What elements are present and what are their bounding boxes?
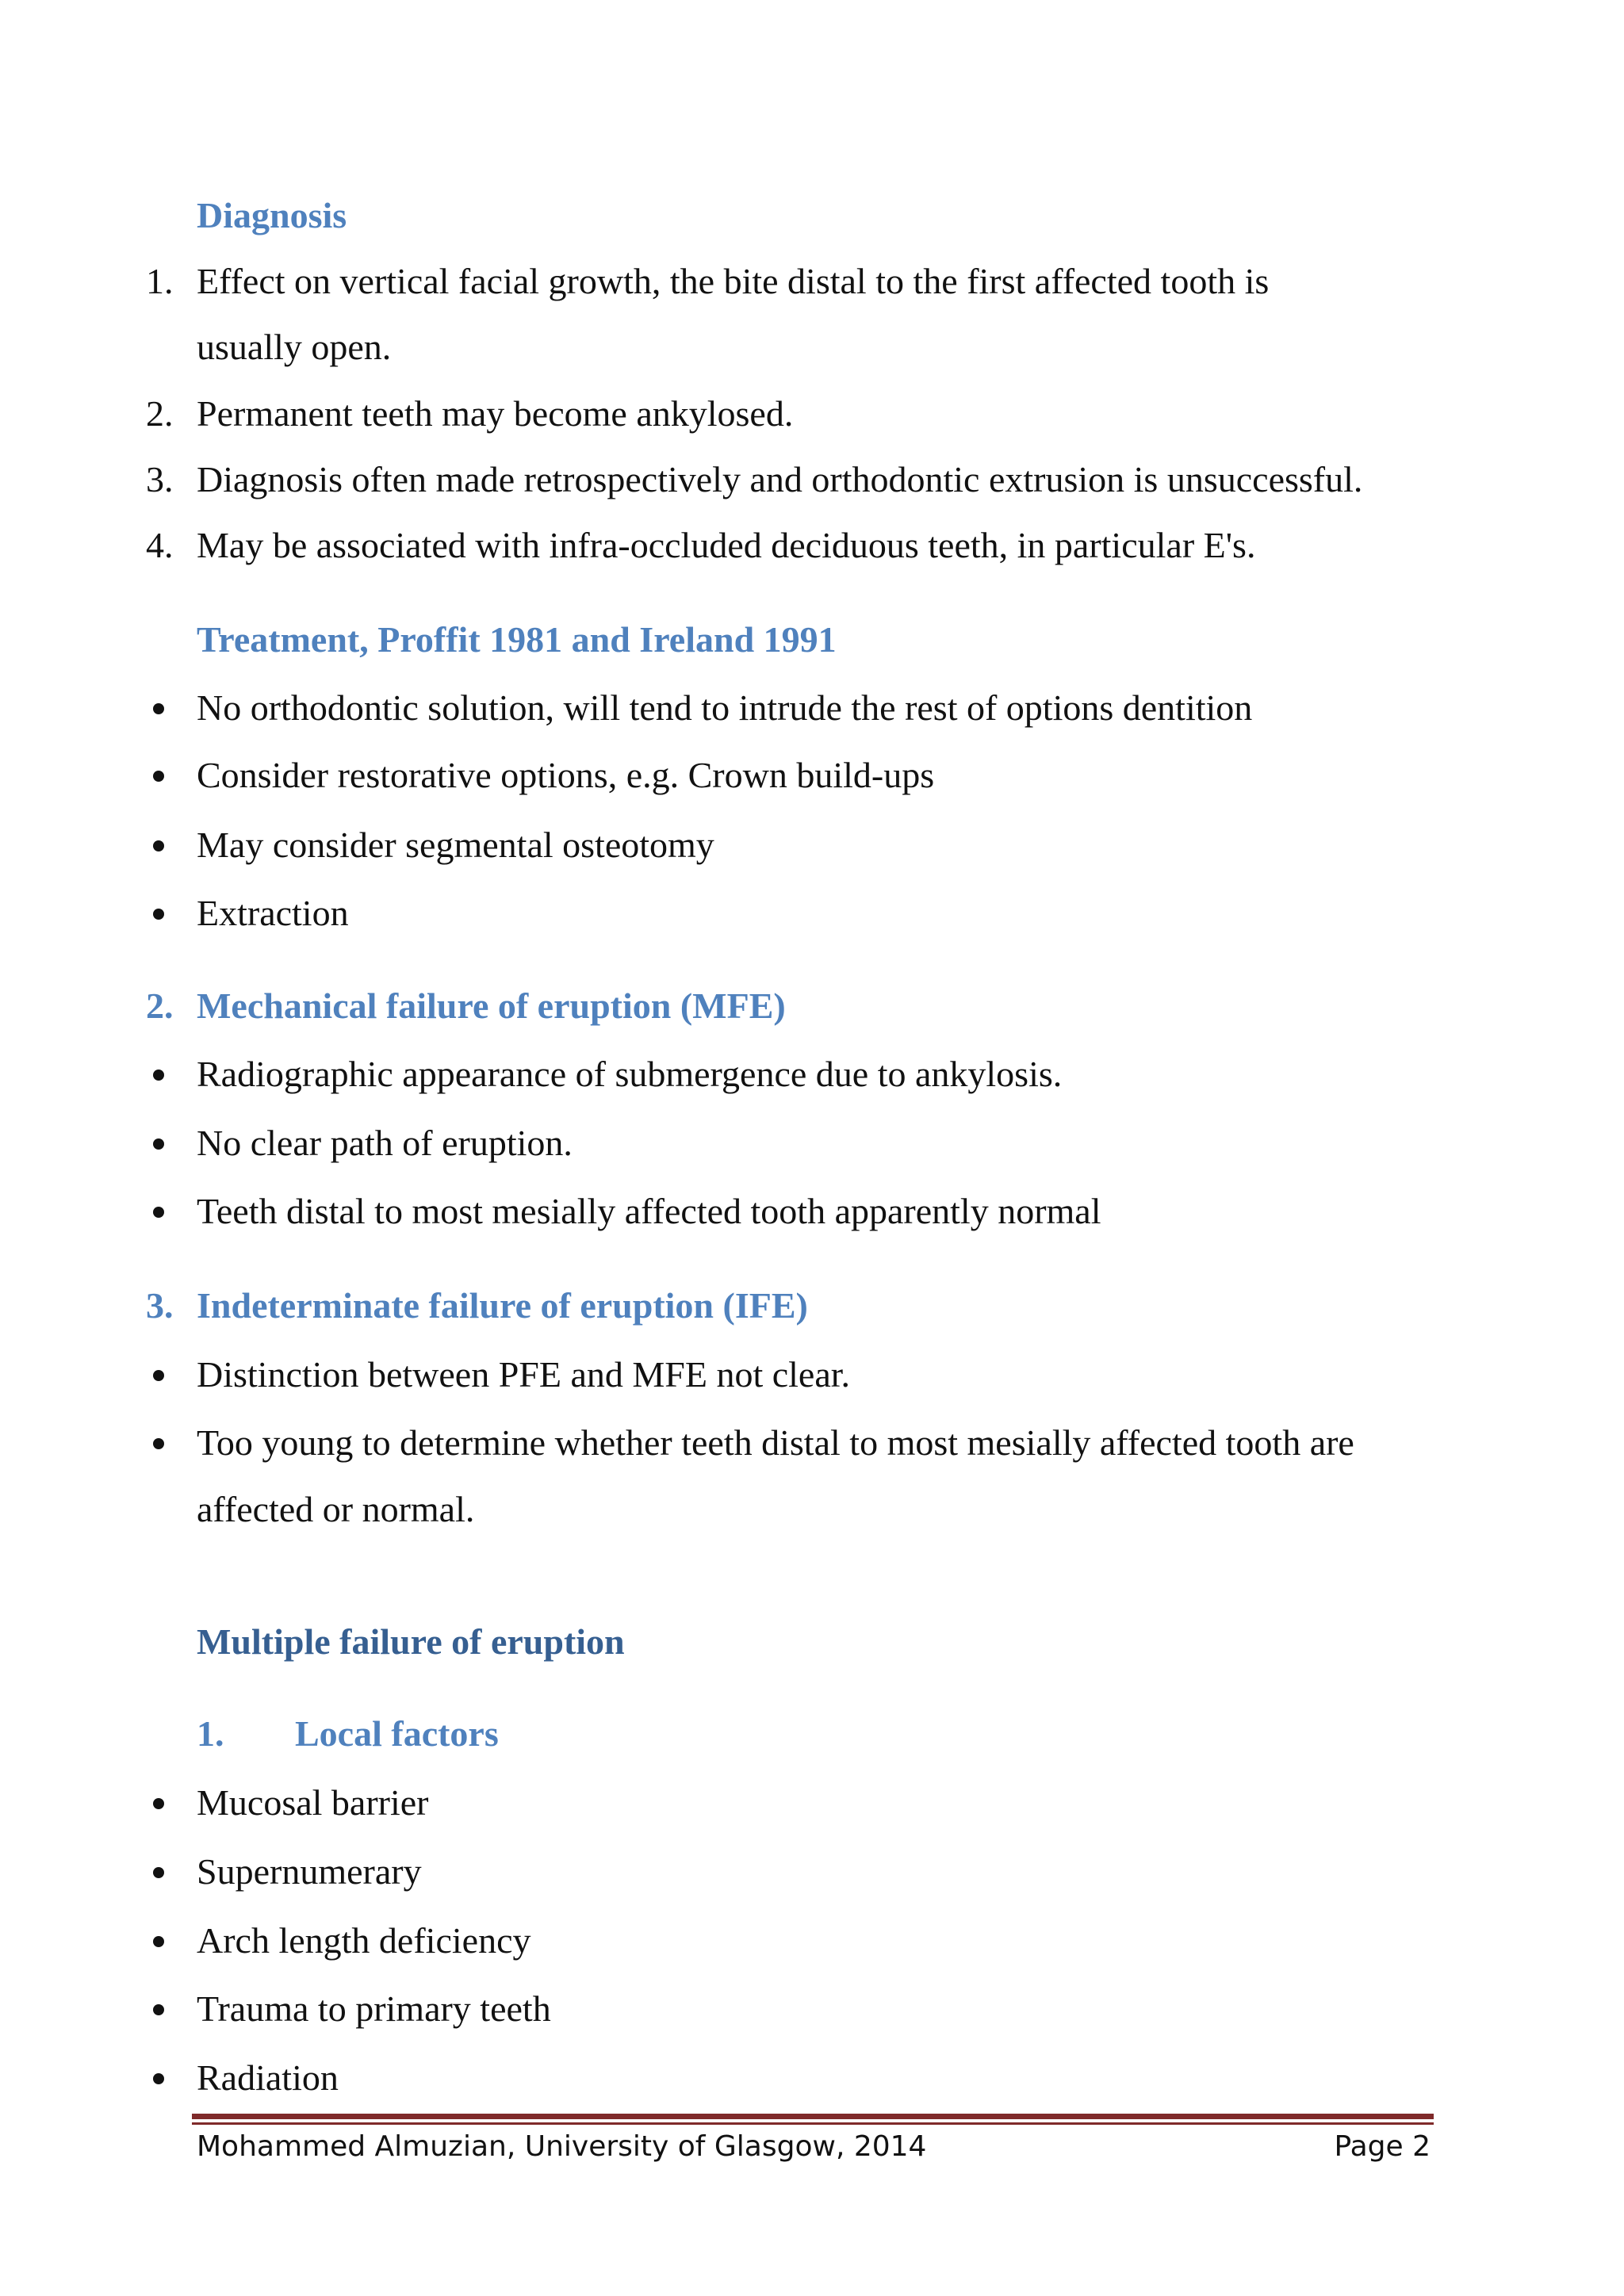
list-number: 2. [146,393,174,434]
local-factor-item [197,1987,1427,2031]
local-factor-item [197,1781,1427,1825]
diagnosis-heading: Diagnosis [197,195,347,235]
treatment-item [197,891,1427,936]
list-item-text: Radiation [197,2057,339,2098]
bullet-icon [153,2004,164,2015]
local-factor-item [197,1919,1427,1963]
list-item-text: Consider restorative options, e.g. Crown build-ups [197,755,935,795]
list-number: 3. [146,459,174,499]
list-item-text: Too young to determine whether teeth distal to most mesially affected tooth are [197,1422,1354,1463]
list-item-text: Mucosal barrier [197,1782,429,1823]
bullet-icon [153,1798,164,1809]
mfe-item [197,1052,1427,1096]
bullet-icon [153,1070,164,1081]
treatment-heading: Treatment, Proffit 1981 and Ireland 1991 [197,619,837,660]
footer-author: Mohammed Almuzian, University of Glasgow, 2014 [197,2130,927,2163]
list-item-text: May consider segmental osteotomy [197,825,714,865]
diagnosis-item-3 [146,457,1427,502]
ife-item-continuation: affected or normal. [197,1489,475,1529]
treatment-item [197,823,1427,867]
footer-rule-thick [192,2114,1434,2119]
diagnosis-item-4 [146,523,1427,568]
list-item-text: Teeth distal to most mesially affected tooth apparently normal [197,1191,1101,1231]
treatment-item [197,753,1427,798]
bullet-icon [153,1207,164,1218]
list-item-text: Radiographic appearance of submergence due to ankylosis. [197,1054,1063,1094]
ife-item [197,1421,1427,1465]
mfe-item [197,1189,1427,1234]
treatment-item [197,686,1427,730]
bullet-icon [153,840,164,851]
list-item-text: May be associated with infra-occluded deciduous teeth, in particular E's. [197,525,1256,565]
ife-item [197,1353,1427,1397]
diagnosis-item-2 [146,392,1427,436]
section-title: Local factors [295,1713,499,1754]
list-item-text: Arch length deficiency [197,1920,531,1961]
bullet-icon [153,1867,164,1878]
list-item-text: Distinction between PFE and MFE not clear. [197,1354,851,1395]
bullet-icon [153,1138,164,1150]
bullet-icon [153,1936,164,1947]
multiple-failure-heading: Multiple failure of eruption [197,1621,625,1662]
list-item-text: Diagnosis often made retrospectively and orthodontic extrusion is unsuccessful. [197,459,1363,499]
bullet-icon [153,909,164,920]
list-item-text: Trauma to primary teeth [197,1988,551,2029]
bullet-icon [153,1438,164,1449]
diagnosis-item-1-continuation: usually open. [197,327,392,367]
bullet-icon [153,2073,164,2084]
list-item-text: Supernumerary [197,1851,422,1892]
mfe-heading [146,984,786,1028]
bullet-icon [153,703,164,714]
section-title: Indeterminate failure of eruption (IFE) [197,1285,808,1326]
ife-heading [146,1284,808,1328]
section-number: 3. [146,1285,174,1326]
mfe-item [197,1121,1427,1165]
list-item-text: No orthodontic solution, will tend to intrude the rest of options dentition [197,687,1253,728]
local-factors-heading [197,1712,499,1756]
section-title: Mechanical failure of eruption (MFE) [197,985,786,1026]
list-number: 4. [146,525,174,565]
list-item-text: Effect on vertical facial growth, the bite distal to the first affected tooth is [197,261,1270,301]
local-factor-item [197,1850,1427,1894]
footer-rule-thin [192,2122,1434,2125]
local-factor-item [197,2056,1427,2100]
bullet-icon [153,771,164,782]
section-number: 1. [197,1713,224,1754]
footer-page-number: Page 2 [1334,2130,1431,2163]
list-item-text: No clear path of eruption. [197,1123,573,1163]
list-item-text: Permanent teeth may become ankylosed. [197,393,794,434]
list-item-text: Extraction [197,893,349,933]
diagnosis-item-1 [146,259,1427,304]
bullet-icon [153,1370,164,1381]
list-number: 1. [146,261,174,301]
section-number: 2. [146,985,174,1026]
